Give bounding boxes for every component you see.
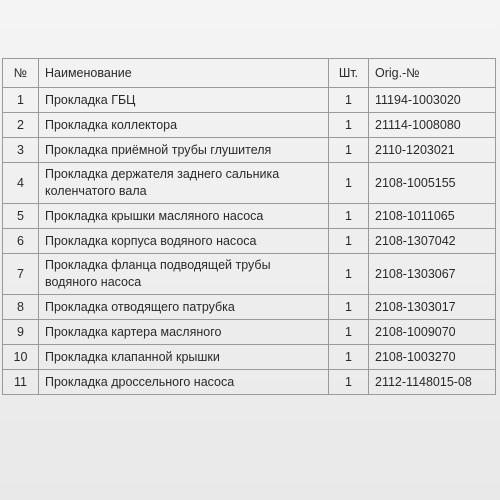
table-row [3,370,496,395]
row-quantity: 1 [329,88,369,113]
header-name: Наименование [39,59,329,88]
row-orig-number: 2108-1307042 [369,229,496,254]
row-name: Прокладка ГБЦ [39,88,329,113]
row-name: Прокладка крышки масляного насоса [39,204,329,229]
row-number: 4 [3,163,39,204]
table-row [3,138,496,163]
row-quantity: 1 [329,163,369,204]
row-number: 5 [3,204,39,229]
table-row [3,204,496,229]
row-name: Прокладка коллектора [39,113,329,138]
row-name: Прокладка клапанной крышки [39,345,329,370]
header-quantity: Шт. [329,59,369,88]
table-row [3,345,496,370]
table-row [3,295,496,320]
row-quantity: 1 [329,295,369,320]
row-number: 9 [3,320,39,345]
row-orig-number: 2110-1203021 [369,138,496,163]
row-quantity: 1 [329,229,369,254]
row-number: 11 [3,370,39,395]
header-orig-number: Orig.-№ [369,59,496,88]
row-name: Прокладка картера масляного [39,320,329,345]
row-orig-number: 2108-1303017 [369,295,496,320]
table-header-row [3,59,496,88]
row-orig-number: 2108-1009070 [369,320,496,345]
row-number: 10 [3,345,39,370]
table-row [3,229,496,254]
row-quantity: 1 [329,138,369,163]
row-orig-number: 2108-1303067 [369,254,496,295]
row-orig-number: 2108-1003270 [369,345,496,370]
row-name: Прокладка фланца подводящей трубы водяного насоса [39,254,329,295]
row-name: Прокладка отводящего патрубка [39,295,329,320]
header-number: № [3,59,39,88]
parts-table [2,58,496,395]
row-number: 3 [3,138,39,163]
row-name: Прокладка дроссельного насоса [39,370,329,395]
row-name: Прокладка держателя заднего сальника коленчатого вала [39,163,329,204]
row-quantity: 1 [329,320,369,345]
row-number: 8 [3,295,39,320]
row-number: 2 [3,113,39,138]
row-name: Прокладка корпуса водяного насоса [39,229,329,254]
row-quantity: 1 [329,113,369,138]
row-orig-number: 11194-1003020 [369,88,496,113]
row-orig-number: 2112-1148015-08 [369,370,496,395]
table-row [3,320,496,345]
row-orig-number: 2108-1011065 [369,204,496,229]
row-quantity: 1 [329,370,369,395]
row-orig-number: 21114-1008080 [369,113,496,138]
row-number: 7 [3,254,39,295]
table-row [3,88,496,113]
row-orig-number: 2108-1005155 [369,163,496,204]
row-number: 1 [3,88,39,113]
row-quantity: 1 [329,204,369,229]
row-number: 6 [3,229,39,254]
row-quantity: 1 [329,254,369,295]
table-row [3,163,496,204]
table-row [3,113,496,138]
row-quantity: 1 [329,345,369,370]
row-name: Прокладка приёмной трубы глушителя [39,138,329,163]
table-row [3,254,496,295]
